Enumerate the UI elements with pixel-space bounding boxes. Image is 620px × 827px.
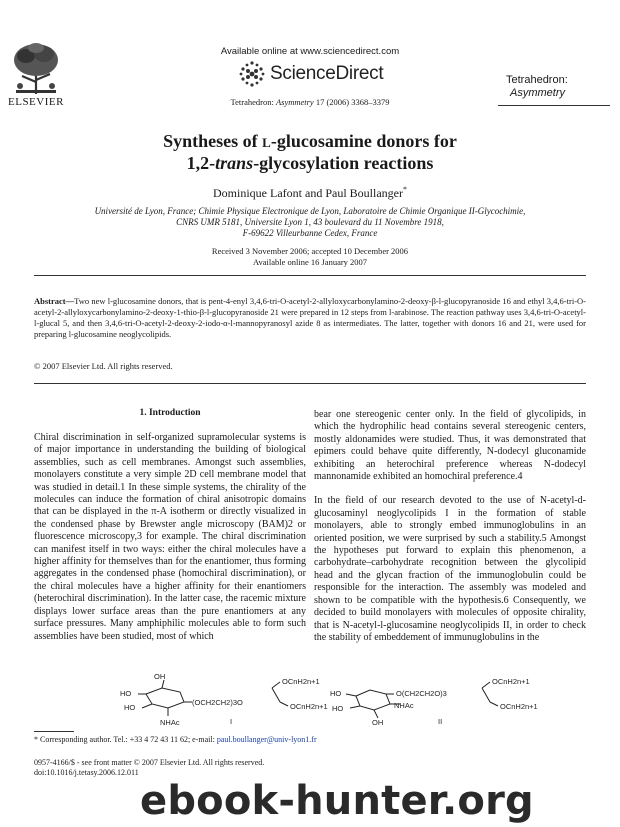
sciencedirect-brand [238, 60, 398, 88]
online-date: Available online 16 January 2007 [252, 257, 368, 267]
structure-ii-label: II [438, 717, 443, 726]
structure-ii-ring [356, 690, 390, 710]
structure-i-label: I [230, 717, 233, 726]
s2-r2: OCnH2n+1 [500, 702, 538, 711]
s2-chain: O(CH2CH2O)3 [396, 689, 447, 698]
abstract-text: Two new l-glucosamine donors, that is pent-4-enyl 3,4,6-tri-O-acetyl-2-allyloxycarbonylamino-2-deoxy-β-l-glucopyranoside 16 and ethyl 3,4,6-tri-O-acetyl-2-allyloxycarbonylamino-2-deoxy-1-thio-β-l-glucopyranoside 21 were prepared in 12 steps from l-arabinose. The reaction pathway uses 3,4,6-tri-O-acetyl-l-glucal 5, and then 3,4,6-tri-O-acetyl-2-deoxy-2-iodo-α-l-mannopyranosyl azide 8 as intermediates. The latter, together with donors 16 and 21, were used for preparing l-glucosamine neoglycolipids. [34, 296, 586, 339]
abstract-bottom-rule [34, 383, 586, 384]
doi-line: doi:10.1016/j.tetasy.2006.12.011 [34, 768, 139, 777]
abstract [34, 296, 586, 340]
issn-block [34, 758, 264, 778]
s1-oh-top: OH [154, 674, 166, 681]
affiliation: Université de Lyon, France; Chimie Physique Electronique de Lyon, Laboratoire de Chimie Organique II-Glycochimie, CNRS UMR 5181, Universite Lyon 1, 43 boulevard du 11 Novembre 1918, F-69622 Villeurbanne Cedex, France [94, 206, 526, 238]
author-list: Dominique Lafont and Paul Boullanger* [213, 185, 407, 200]
left-column-text: Chiral discrimination in self-organized supramolecular systems is of major importance in understanding the building of biological assemblies, such as cell membranes. Amongst such assemblies, monolayers constitute a very simple 2D cell membrane model that was studied in detail.1 In these simple systems, the chirality of the molecules can induce the formation of chiral anisotropic domains that can be displayed in the π-A isotherm or directly visualized in the condensed phase by Brewster angle microscopy (BAM)2 or fluorescence microscopy,3 for example. The chiral discrimination can manifest itself in two ways: either the chiral molecules have a higher affinity for themselves than for the enantiomer, thus forming aggregates in the condensed phase (homochiral discrimination), or the chiral molecules have a higher affinity for their enantiomers (heterochiral discrimination). In the latter case, the racemic mixture displays lower surface areas than the pure enantiomers at any surface pressures. Many amphiphilic molecules able to form such assemblies have been studied, most of which [34, 432, 306, 642]
article-title: Syntheses of l-glucosamine donors for 1,2-trans-glycosylation reactions [163, 131, 457, 173]
journal-rule [498, 105, 610, 106]
received-date: Received 3 November 2006; accepted 10 December 2006 [211, 246, 409, 256]
right-column [314, 409, 586, 656]
abstract-label: Abstract— [34, 296, 75, 306]
abstract-top-rule [34, 275, 586, 276]
abstract-copyright: © 2007 Elsevier Ltd. All rights reserved. [34, 361, 173, 371]
s1-ho-1: HO [120, 689, 132, 698]
watermark-text: ebook-hunter.org [140, 778, 534, 824]
structure-i-ring [146, 688, 184, 708]
sciencedirect-wordmark: ScienceDirect [270, 63, 384, 84]
footnote-rule [34, 731, 74, 732]
issn-line: 0957-4166/$ - see front matter © 2007 Elsevier Ltd. All rights reserved. [34, 758, 265, 767]
s2-ho: HO [330, 689, 342, 698]
article-dates [0, 246, 620, 268]
corresponding-author-footnote: * Corresponding author. Tel.: +33 4 72 43 11 62; e-mail: paul.boullanger@univ-lyon1.fr [34, 735, 317, 744]
publisher-name: ELSEVIER [8, 96, 64, 108]
s2-oh: OH [372, 718, 384, 726]
s1-nhac: NHAc [160, 718, 180, 726]
s1-ho-2: HO [124, 703, 136, 712]
section-heading: 1. Introduction [139, 408, 201, 418]
chemical-structures-figure [34, 674, 586, 726]
right-paragraph-1: bear one stereogenic center only. In the field of glycolipids, in which the hydrophilic head contains several stereogenic centers, mostly aldonamides were studied. Thus, it was demonstrated that epimers could behave quite differently, N-dodecyl gluconamide exhibiting an heterochiral preference whereas N-dodecyl mannonamide exhibited an homochiral preference.4 [314, 409, 586, 483]
right-paragraph-2: In the field of our research devoted to the use of N-acetyl-d-glucosaminyl neoglycolipids I in the formation of stable monolayers, able to strongly embed immunoglobulins in an oriented position, we were surprised by such a stability.5 Amongst the hypotheses put forward to explain this phenomenon, a carbohydrate–carbohydrate recognition between the glycolipid head and the glycan fraction of the immunoglobulin could be responsible for the interaction. The assembly was modeled and shown to be compatible with the hypothesis.6 Consequently, we decided to build monolayers with molecules of opposite chirality, that is N-acetyl-l-glucosamine neoglycolipids II, in order to check the stability of embeddement of immunuglobulins in the [314, 495, 586, 643]
journal-name-box [506, 74, 616, 100]
s2-r1: OCnH2n+1 [492, 677, 530, 686]
s2-ho-2: HO [332, 704, 344, 713]
s1-chain: (OCH2CH2)3O [192, 698, 243, 707]
s2-nhac: NHAc [394, 701, 414, 710]
available-online-note: Available online at www.sciencedirect.com [220, 46, 400, 57]
author-email-link[interactable]: paul.boullanger@univ-lyon1.fr [216, 735, 317, 744]
journal-subtitle: Asymmetry [510, 87, 565, 99]
sciencedirect-logo-icon [238, 60, 266, 88]
journal-citation: Tetrahedron: Asymmetry 17 (2006) 3368–3379 [230, 97, 390, 107]
s1-r2: OCnH2n+1 [290, 702, 328, 711]
s1-r1: OCnH2n+1 [282, 677, 320, 686]
journal-name: Tetrahedron: [506, 74, 568, 86]
